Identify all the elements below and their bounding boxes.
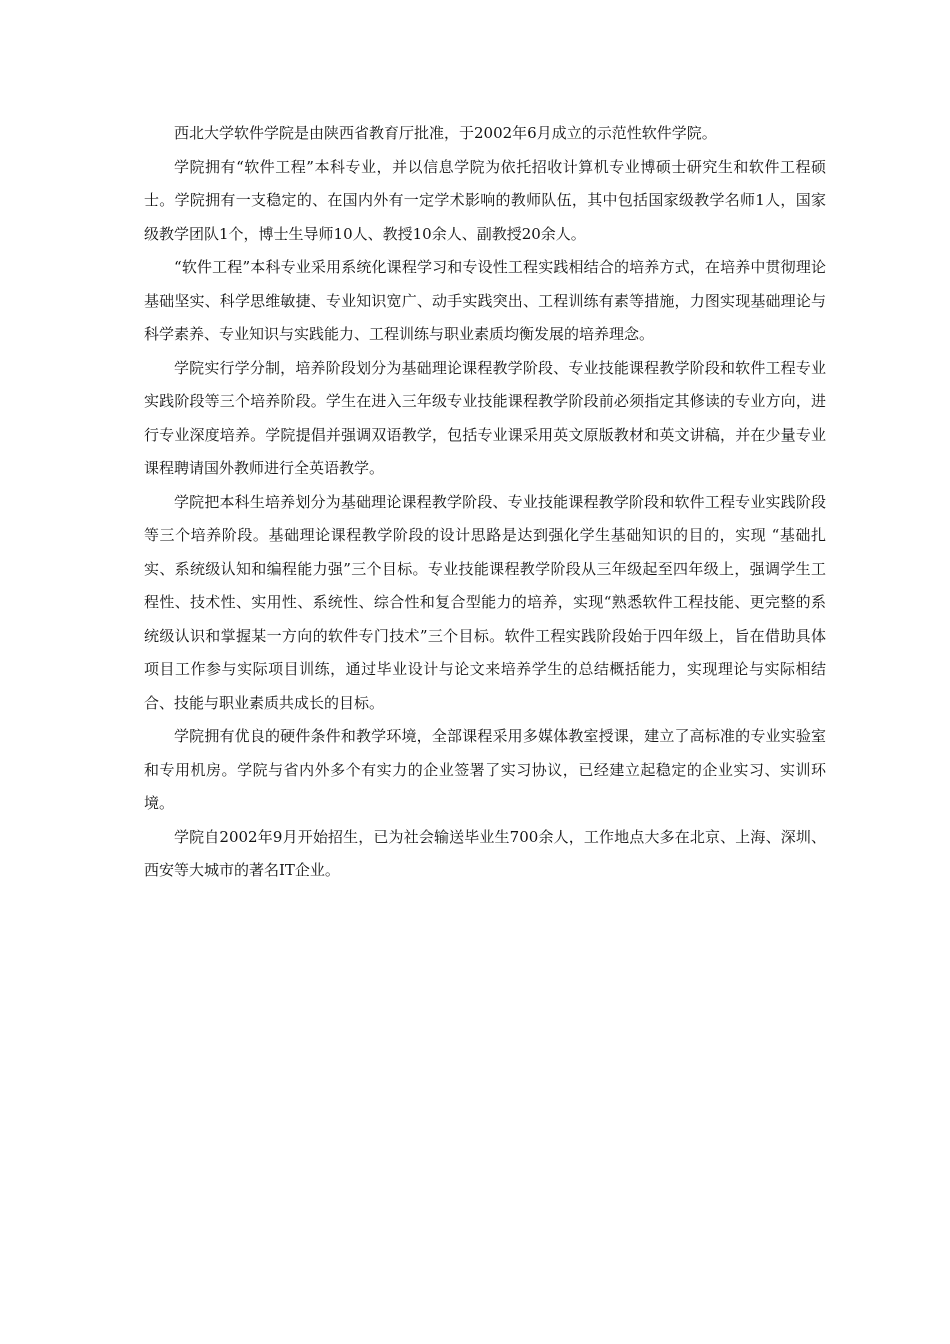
paragraph-stages: 学院把本科生培养划分为基础理论课程教学阶段、专业技能课程教学阶段和软件工程专业实践阶段等三个培养阶段。基础理论课程教学阶段的设计思路是达到强化学生基础知识的目的，实现 “基础扎实、系统级认知和编程能力强”三个目标。专业技能课程教学阶段从三年级起至四年级上，强调学生工程性、技术性、实用性、系统性、综合性和复合型能力的培养，实现“熟悉软件工程技能、更完整的系统级认识和掌握某一方向的软件专门技术”三个目标。软件工程实践阶段始于四年级上，旨在借助具体项目工作参与实际项目训练，通过毕业设计与论文来培养学生的总结概括能力，实现理论与实际相结合、技能与职业素质共成长的目标。 xyxy=(144,492,826,712)
paragraph-enrollment: 学院自2002年9月开始招生，已为社会输送毕业生700余人，工作地点大多在北京、上海、深圳、西安等大城市的著名IT企业。 xyxy=(144,827,826,879)
paragraph-faculty: 学院拥有“软件工程”本科专业，并以信息学院为依托招收计算机专业博硕士研究生和软件工程硕士。学院拥有一支稳定的、在国内外有一定学术影响的教师队伍，其中包括国家级教学名师1人，国家级教学团队1个，博士生导师10人、教授10余人、副教授20余人。 xyxy=(144,157,826,243)
paragraph-facilities: 学院拥有优良的硬件条件和教学环境，全部课程采用多媒体教室授课，建立了高标准的专业实验室和专用机房。学院与省内外多个有实力的企业签署了实习协议，已经建立起稳定的企业实习、实训环境。 xyxy=(144,727,826,812)
paragraph-intro: 西北大学软件学院是由陕西省教育厅批准，于2002年6月成立的示范性软件学院。 xyxy=(174,124,717,142)
paragraph-credit-system: 学院实行学分制，培养阶段划分为基础理论课程教学阶段、专业技能课程教学阶段和软件工程专业实践阶段等三个培养阶段。学生在进入三年级专业技能课程教学阶段前必须指定其修读的专业方向，进行专业深度培养。学院提倡并强调双语教学，包括专业课采用英文原版教材和英文讲稿，并在少量专业课程聘请国外教师进行全英语教学。 xyxy=(144,358,826,477)
paragraph-training-mode: “软件工程”本科专业采用系统化课程学习和专设性工程实践相结合的培养方式，在培养中贯彻理论基础坚实、科学思维敏捷、专业知识宽广、动手实践突出、工程训练有素等措施，力图实现基础理论与科学素养、专业知识与实践能力、工程训练与职业素质均衡发展的培养理念。 xyxy=(144,258,826,343)
document-body xyxy=(144,117,826,888)
